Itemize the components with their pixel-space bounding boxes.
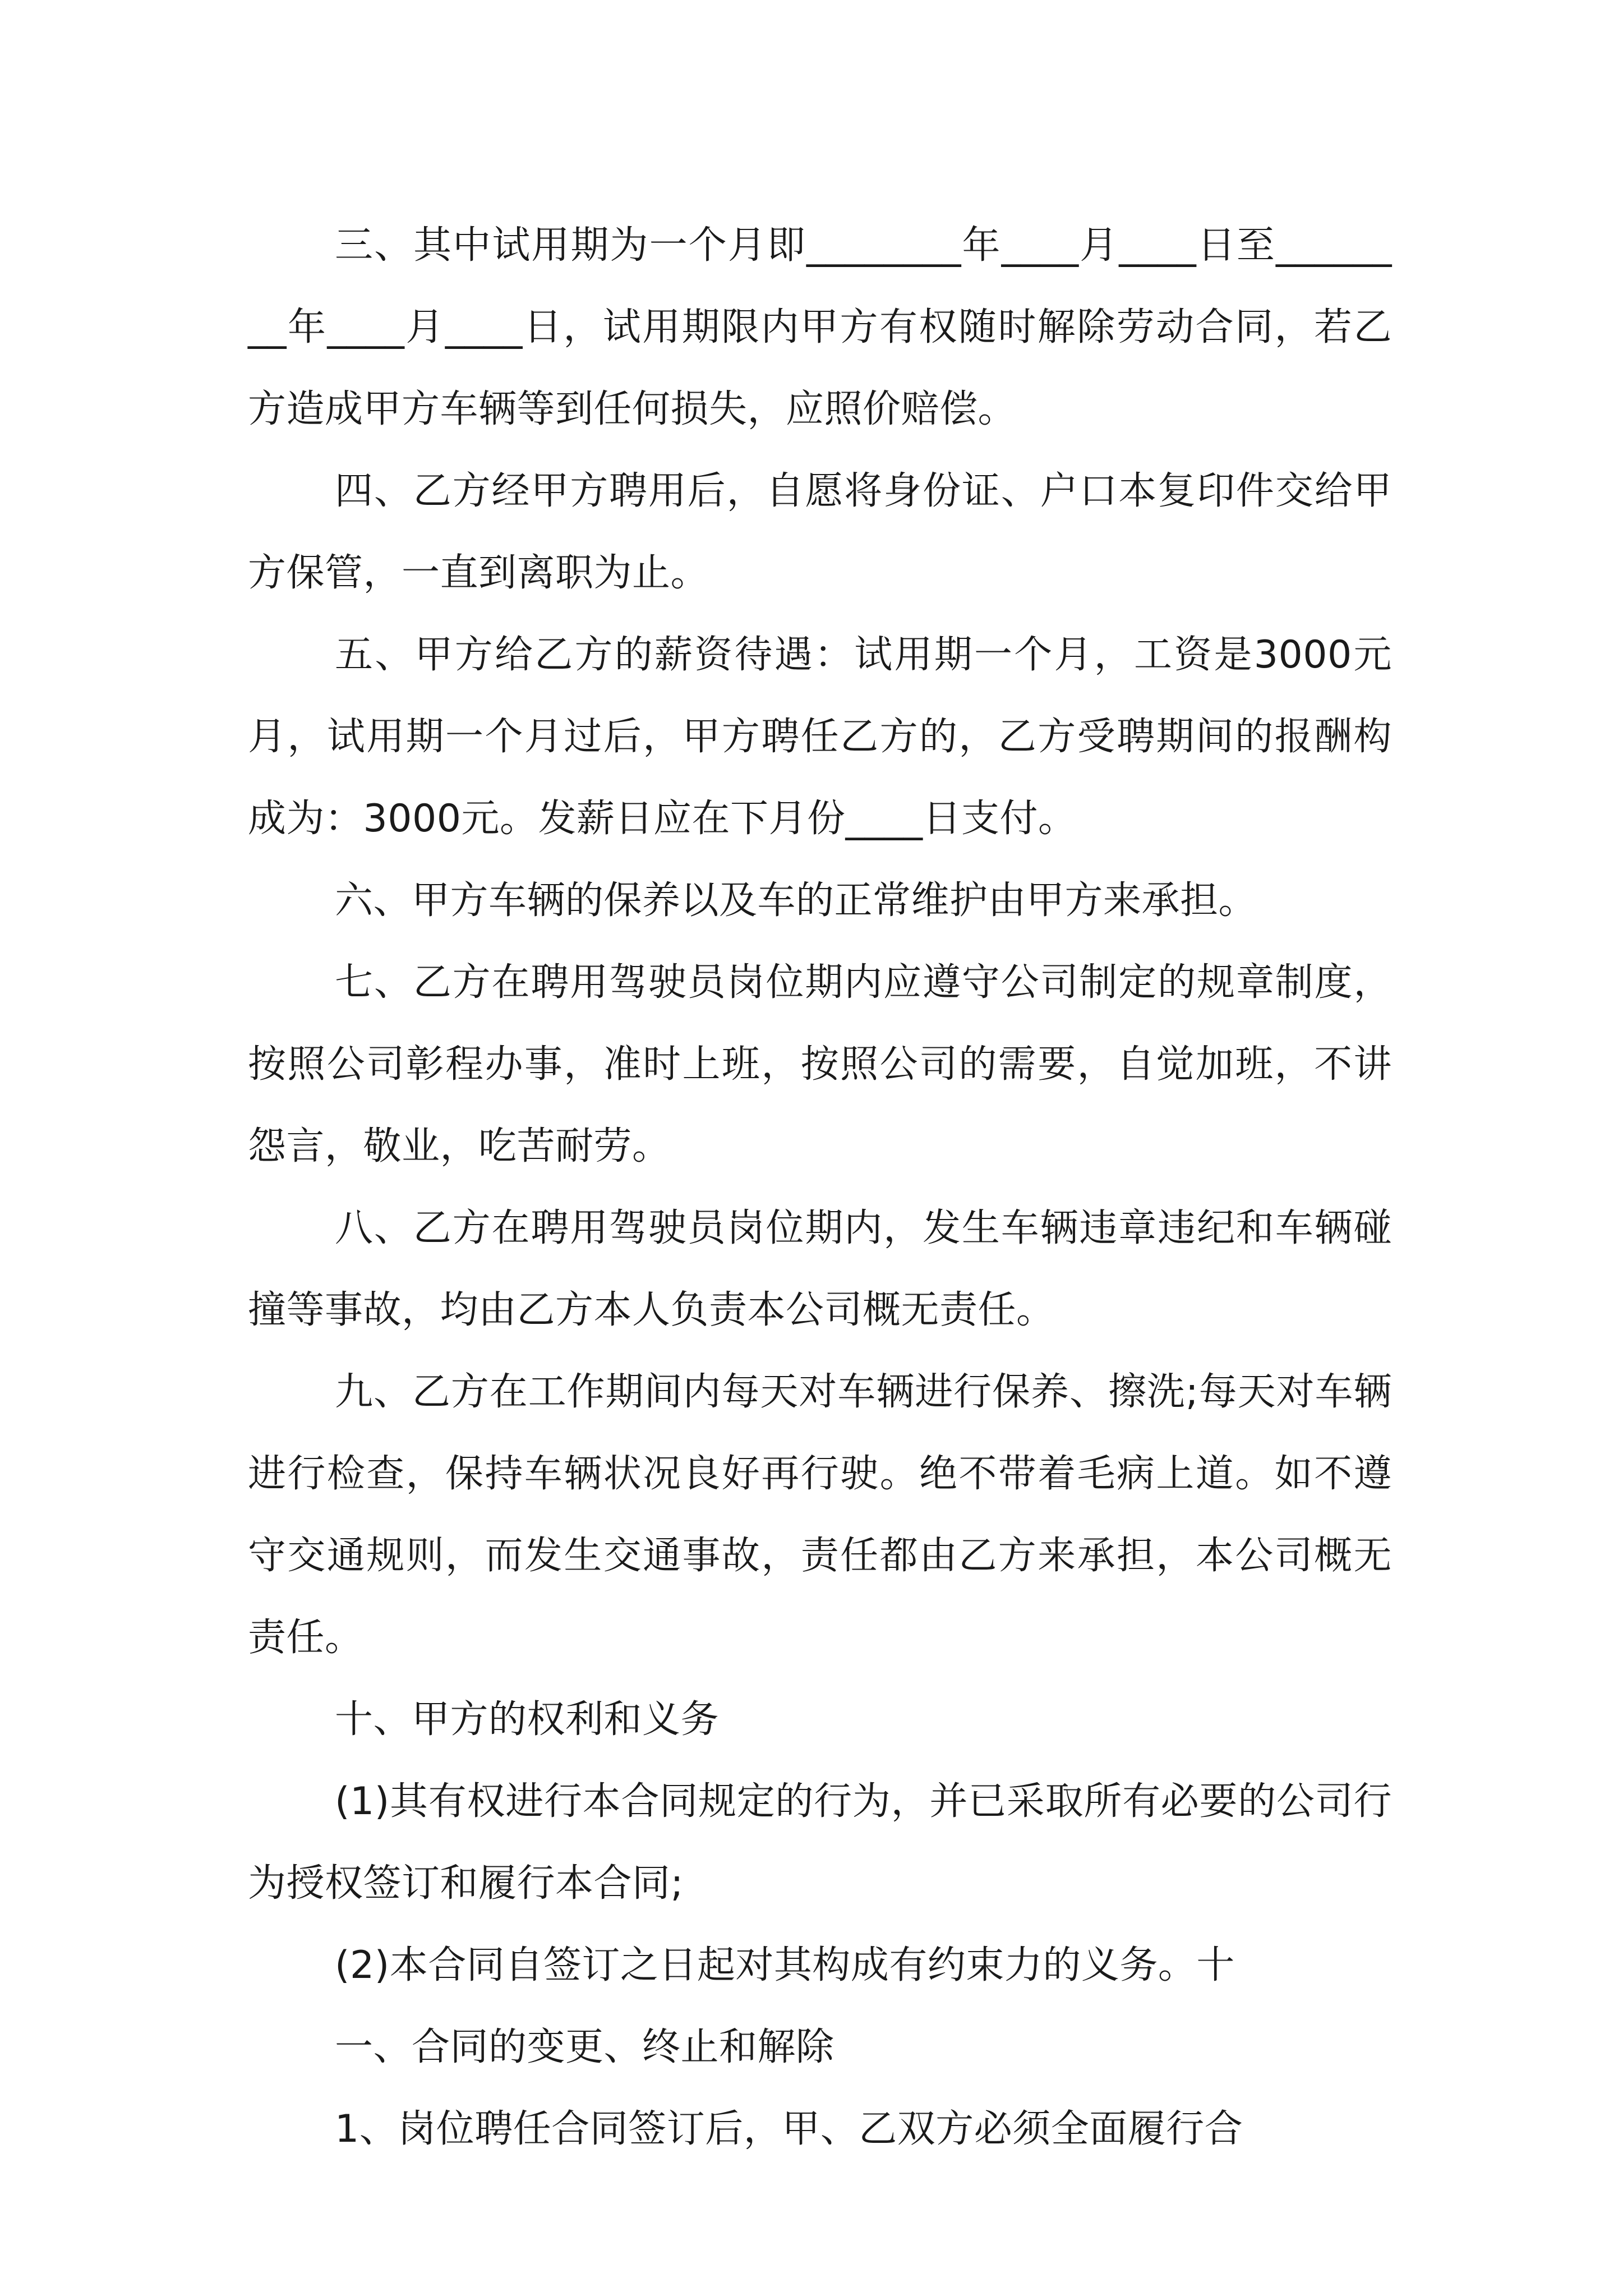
paragraph-right-1: (1)其有权进行本合同规定的行为，并已采取所有必要的公司行为授权签订和履行本合同; [248, 1779, 1392, 1906]
paragraph-party-a-rights-heading: 十、甲方的权利和义务 [335, 1697, 720, 1742]
paragraph-accident-liability: 八、乙方在聘用驾驶员岗位期内，发生车辆违章违纪和车辆碰撞等事故，均由乙方本人负责本公司概无责任。 [248, 1206, 1392, 1332]
paragraph-right-2: (2)本合同自签订之日起对其构成有约束力的义务。十 [335, 1943, 1235, 1987]
paragraph-contract-change-1: 1、岗位聘任合同签订后，甲、乙双方必须全面履行合 [335, 2107, 1243, 2151]
paragraph-salary: 五、甲方给乙方的薪资待遇：试用期一个月，工资是3000元月，试用期一个月过后，甲方聘任乙方的，乙方受聘期间的报酬构成为：3000元。发薪日应在下月份____日支付。 [248, 633, 1392, 841]
paragraph-rules-compliance: 七、乙方在聘用驾驶员岗位期内应遵守公司制定的规章制度，按照公司彰程办事，准时上班，按照公司的需要，自觉加班，不讲怨言，敬业，吃苦耐劳。 [248, 960, 1392, 1168]
paragraph-vehicle-maintenance: 六、甲方车辆的保养以及车的正常维护由甲方来承担。 [335, 878, 1257, 923]
document-body [248, 205, 1392, 2170]
paragraph-contract-change-heading: 一、合同的变更、终止和解除 [335, 2025, 834, 2069]
paragraph-probation: 三、其中试用期为一个月即________年____月____日至________年____月____日，试用期限内甲方有权随时解除劳动合同，若乙方造成甲方车辆等到任何损失，应照价赔偿。 [248, 223, 1392, 431]
paragraph-daily-care: 九、乙方在工作期间内每天对车辆进行保养、擦洗;每天对车辆进行检查，保持车辆状况良好再行驶。绝不带着毛病上道。如不遵守交通规则，而发生交通事故，责任都由乙方来承担，本公司概无责任。 [248, 1370, 1392, 1660]
paragraph-id-documents: 四、乙方经甲方聘用后，自愿将身份证、户口本复印件交给甲方保管，一直到离职为止。 [248, 469, 1392, 595]
